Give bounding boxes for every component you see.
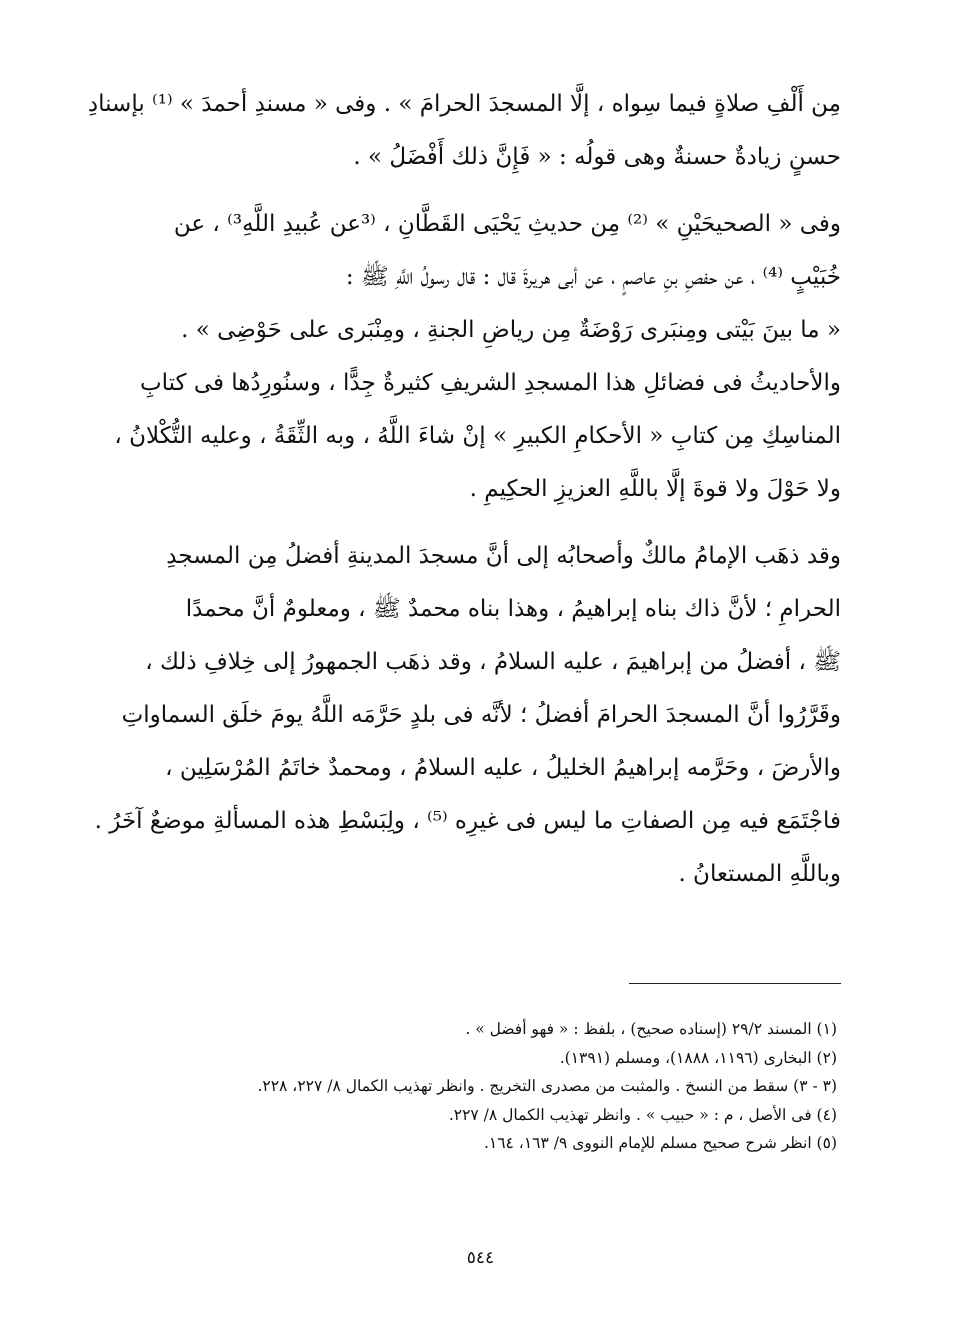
text-line: وفى « الصحيحَيْنِ » ⁽²⁾ مِن حديثِ يَحْيَى القَطَّانِ ، ⁽³عن عُبيدِ اللَّهِ³⁾ ، عن (173, 211, 841, 237)
text-line: وقد ذهَب الإمامُ مالكٌ وأصحابُه إلى أنَّ مسجدَ المدينةِ أفضلُ مِن المسجدِ (166, 543, 841, 569)
text-line: الحرامِ ؛ لأنَّ ذاك بناه إبراهيمُ ، وهذا بناه محمدٌ ﷺ ، ومعلومٌ أنَّ محمدًا (185, 596, 841, 622)
footnote: (٥) انظر شرح صحيح مسلم للإمام النووى ٩/ ١٦٣، ١٦٤. (483, 1134, 837, 1152)
text-line: والأحاديثُ فى فضائلِ هذا المسجدِ الشريفِ كثيرةٌ جِدًّا ، وسنُورِدُها فى كتابِ (139, 370, 841, 396)
paragraph (87, 78, 841, 184)
footnote: (٣ - ٣) سقط من النسخ . والمثبت من مصدرى التخريج . وانظر تهذيب الكمال ٨/ ٢٢٧، ٢٢٨. (257, 1077, 837, 1095)
paragraph (114, 198, 841, 516)
text-line: حسنٍ زيادةٌ حسنةٌ وهى قولُه : « فَإِنَّ ذلك أَفْضَلُ » . (353, 144, 841, 170)
text-line: فاجْتَمَع فيه مِن الصفاتِ ما ليس فى غيرِه ⁽⁵⁾ ، ولِبَسْطِ هذه المسألةِ موضعٌ آخَرُ . (94, 808, 841, 834)
text-line: وقَرَّرُوا أنَّ المسجدَ الحرامَ أفضلُ ؛ لأنَّه فى بلدٍ حَرَّمَه اللَّهُ يومَ خلَق السماواتِ (121, 702, 841, 728)
text-line: وباللَّهِ المستعانُ . (678, 861, 841, 887)
text-line: ولا حَوْلَ ولا قوةَ إلَّا باللَّهِ العزيزِ الحكِيمِ . (469, 476, 841, 502)
main-text (87, 78, 841, 901)
text-line: ﷺ ، أفضلُ من إبراهيمَ ، عليه السلامُ ، وقد ذهَب الجمهورُ إلى خِلافِ ذلك ، (145, 649, 841, 675)
text-line: والأرضَ ، وحَرَّمه إبراهيمُ الخليلُ ، عليه السلامُ ، ومحمدٌ خاتَمُ المُرْسَلِين ، (165, 755, 841, 781)
footnote: (٤) فى الأصل ، م : « حبيب » . وانظر تهذيب الكمال ٨/ ٢٢٧. (448, 1105, 837, 1124)
paragraph (94, 530, 841, 901)
footnote: (١) المسند ٢٩/٢ (إسناده صحيح) ، بلفظ : « فهو أفضل » . (465, 1020, 837, 1038)
page-number: ٥٤٤ (466, 1248, 495, 1268)
footnote-divider (629, 983, 841, 984)
text-line: خُبَيْبٍ ⁽⁴⁾ ، عن حفصِ بنِ عاصمٍ ، عن أبى هريرةَ قال : قال رسولُ اللَّهِ ﷺ : (345, 264, 841, 290)
footnotes (117, 1015, 837, 1158)
text-line: مِن أَلْفِ صلاةٍ فيما سِواه ، إلَّا المسجدَ الحرامَ » . وفى « مسندِ أحمدَ » ⁽¹⁾ بإسنادِ (87, 91, 841, 117)
text-line: « ما بينَ بَيْتى ومِنبَرى رَوْضَةٌ مِن رياضِ الجنةِ ، ومِنْبَرى على حَوْضِى » . (181, 317, 841, 343)
paragraph-spacer (121, 184, 841, 198)
paragraph-spacer (121, 516, 841, 530)
text-line: المناسِكِ مِن كتابِ « الأحكامِ الكبيرِ » إنْ شاءَ اللَّهُ ، وبه الثِّقَةُ ، وعليه التُّكْلانُ ، (114, 423, 841, 449)
footnote: (٢) البخارى (١١٩٦، ١٨٨٨)، ومسلم (١٣٩١). (559, 1048, 837, 1067)
